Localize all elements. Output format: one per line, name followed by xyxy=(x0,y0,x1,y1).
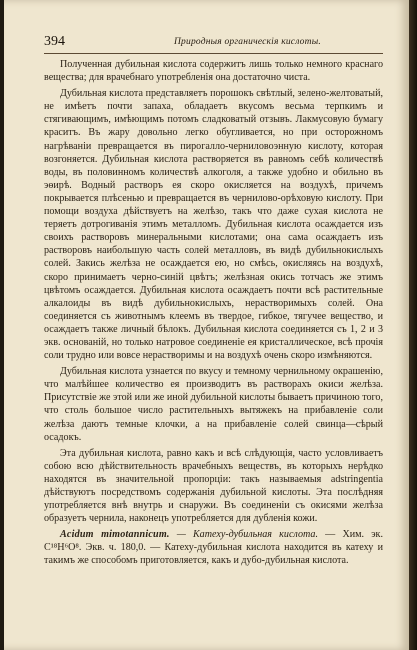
body-text xyxy=(44,58,383,568)
page-header xyxy=(44,34,383,52)
entry-latin-name: Acidum mimotannicum. xyxy=(60,529,170,541)
paragraph-2: Дубильная кислота представляетъ порошокъ свѣтлый, зелено-желтоватый, не имѣетъ почти запаха, обладаетъ вкусомъ весьма терпкимъ и стягивающимъ, имѣющимъ потомъ сладковатый отзывъ. Лакмусовую бумагу краситъ. Въ жару довольно легко обугливается, но при осторожномъ нагрѣваніи превращается въ пирогалло-черниловоэнную кислоту, которая возгоняется. Дубильная кислота растворяется въ равномъ себѣ количествѣ воды, въ половинномъ количествѣ алкоголя, а также удобно и обильно въ эѳирѣ. Водный растворъ ея скоро окисляется на воздухѣ, причемъ покрывается плѣсенью и превращается въ чернилово-орѣховую кислоту. При помощи воздуха дѣйствуетъ на желѣзо, такъ что даже сухая кислота не теряетъ дотрогиванія этимъ металломъ. Дубильная кислота осаждается изъ своихъ растворовъ минеральными кислотами; она сама осаждаетъ изъ растворовъ наибольшую часть солей металловъ, въ видѣ дубильнокислыхъ солей. Закись желѣза не осаждается ею, но смѣсь, окисляясь на воздухѣ, скоро принимаетъ черно-синій цвѣтъ; желѣзная окись тотчасъ же этимъ цвѣтомъ осаждается. Дубильная кислота осаждаетъ почти всѣ растительные алкалоиды въ видѣ дубильнокислыхъ, нерастворимыхъ солей. Она соединяется съ животнымъ клеемъ въ твердое, гибкое, тягучее вещество, и осаждаетъ также личный бѣлокъ. Дубильная кислота соединяется съ 1, 2 и 3 экв. основаній, но только натровое соединеніе ея кристаллическое, всѣ прочія соли трудно или вовсе нерастворимы и на воздухѣ очень скоро измѣняются. xyxy=(44,88,383,362)
header-rule xyxy=(44,53,383,54)
paragraph-1: Полученная дубильная кислота содержитъ лишь только немного краснаго вещества; для врачебнаго употребленія она достаточно чиста. xyxy=(44,59,383,84)
page-number: 394 xyxy=(44,34,65,49)
running-title: Природныя органическія кислоты. xyxy=(174,37,321,47)
page-edge xyxy=(409,0,417,650)
paragraph-3: Дубильная кислота узнается по вкусу и темному чернильному окрашенію, что малѣйшее количество ея производитъ въ растворахъ окиси желѣза. Присутствіе же этой или же иной дубильной кислоты бываетъ причиною того, что столь большое число растительныхъ вытяжекъ на прибавленіе соли желѣза даютъ темные клочки, а на прибавленіе солей свинца—сѣрый осадокъ. xyxy=(44,366,383,443)
acid-entry xyxy=(44,528,383,567)
paragraph-4: Эта дубильная кислота, равно какъ и всѣ слѣдующія, часто условливаетъ собою всю дѣйствительность врачебныхъ веществъ, въ которыхъ нерѣдко находятся въ значительной пропорціи: такъ называемыя adstringentia дѣйствуютъ посредствомъ содержанія дубильной кислоты. Эта послѣдняя употребляется внѣ внутрь и снаружи. Въ соединеніи съ окисями желѣза образуетъ чернила, наконецъ употребляется для дубленія кожи. xyxy=(44,447,383,525)
book-page xyxy=(4,0,409,650)
entry-body: — Хим. эк. C¹⁸H⁶O⁸. Экв. ч. 180,0. — Катеху-дубильная кислота находится въ катеху и такимъ же способомъ приготовляется, какъ и дубо-дубильная кислота. xyxy=(44,529,383,567)
entry-russian-name: — Катеху-дубильная кислота. xyxy=(176,529,318,541)
